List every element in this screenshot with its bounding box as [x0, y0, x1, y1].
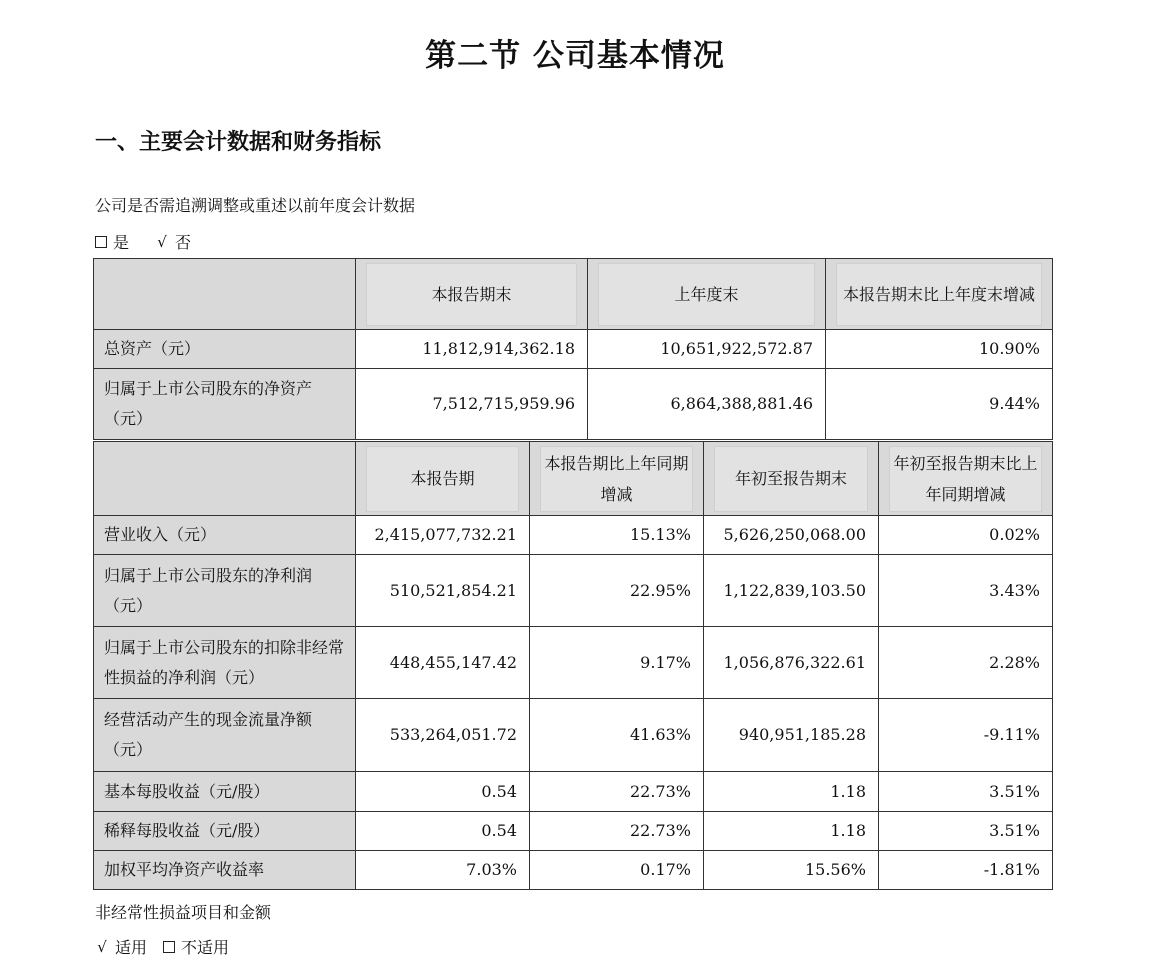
table-row — [94, 812, 1053, 851]
row-label: 总资产（元） — [94, 330, 356, 369]
restatement-question: 公司是否需追溯调整或重述以前年度会计数据 — [95, 196, 416, 215]
row-label: 稀释每股收益（元/股） — [94, 812, 356, 851]
value-cell: 0.54 — [356, 772, 530, 812]
value-cell: 2.28% — [879, 627, 1053, 699]
row-label: 归属于上市公司股东的扣除非经常性损益的净利润（元） — [94, 627, 356, 699]
value-cell: 22.95% — [530, 555, 704, 627]
table-row — [94, 369, 1053, 440]
restatement-options — [95, 230, 191, 253]
performance-table — [93, 441, 1053, 890]
value-cell: 15.56% — [704, 851, 879, 890]
value-cell: 1,122,839,103.50 — [704, 555, 879, 627]
value-cell: 940,951,185.28 — [704, 699, 879, 772]
value-cell: 9.17% — [530, 627, 704, 699]
value-cell: 1.18 — [704, 772, 879, 812]
value-cell: 7.03% — [356, 851, 530, 890]
value-cell: 1.18 — [704, 812, 879, 851]
table-row — [94, 627, 1053, 699]
checkmark-icon: √ — [157, 232, 167, 251]
header-ytd: 年初至报告期末 — [714, 446, 868, 512]
option-no-label: 否 — [175, 233, 192, 252]
value-cell: 22.73% — [530, 812, 704, 851]
value-cell: 1,056,876,322.61 — [704, 627, 879, 699]
checkbox-empty-icon — [95, 236, 107, 248]
table-row — [94, 851, 1053, 890]
page-title: 第二节 公司基本情况 — [425, 38, 725, 74]
row-label: 归属于上市公司股东的净资产（元） — [94, 369, 356, 440]
option-yes-label: 是 — [113, 233, 130, 252]
balance-table — [93, 258, 1053, 440]
value-cell: 3.51% — [879, 812, 1053, 851]
header-change: 本报告期末比上年度末增减 — [836, 263, 1042, 326]
value-cell: 533,264,051.72 — [356, 699, 530, 772]
header-empty-cell — [94, 442, 356, 516]
value-cell: 9.44% — [826, 369, 1053, 440]
checkmark-icon: √ — [97, 937, 107, 956]
value-cell: 5,626,250,068.00 — [704, 516, 879, 555]
option-not-applicable-label: 不适用 — [181, 938, 230, 957]
table-row — [94, 699, 1053, 772]
value-cell: 448,455,147.42 — [356, 627, 530, 699]
value-cell: 3.43% — [879, 555, 1053, 627]
value-cell: 22.73% — [530, 772, 704, 812]
row-label: 归属于上市公司股东的净利润（元） — [94, 555, 356, 627]
row-label: 加权平均净资产收益率 — [94, 851, 356, 890]
header-ytd-yoy: 年初至报告期末比上年同期增减 — [889, 446, 1042, 512]
value-cell: 2,415,077,732.21 — [356, 516, 530, 555]
value-cell: 10.90% — [826, 330, 1053, 369]
non-recurring-heading: 非经常性损益项目和金额 — [95, 903, 272, 922]
value-cell: 41.63% — [530, 699, 704, 772]
table-row — [94, 772, 1053, 812]
value-cell: 510,521,854.21 — [356, 555, 530, 627]
row-label: 经营活动产生的现金流量净额（元） — [94, 699, 356, 772]
value-cell: 3.51% — [879, 772, 1053, 812]
value-cell: -9.11% — [879, 699, 1053, 772]
table-row — [94, 330, 1053, 369]
header-period-end: 本报告期末 — [366, 263, 577, 326]
value-cell: 15.13% — [530, 516, 704, 555]
value-cell: 7,512,715,959.96 — [356, 369, 588, 440]
row-label: 营业收入（元） — [94, 516, 356, 555]
header-empty-cell — [94, 259, 356, 330]
table-row — [94, 555, 1053, 627]
value-cell: 6,864,388,881.46 — [588, 369, 826, 440]
applicability-options — [95, 935, 229, 958]
header-prior-year-end: 上年度末 — [598, 263, 815, 326]
row-label: 基本每股收益（元/股） — [94, 772, 356, 812]
section-heading: 一、主要会计数据和财务指标 — [95, 130, 382, 155]
value-cell: 0.17% — [530, 851, 704, 890]
value-cell: 0.02% — [879, 516, 1053, 555]
option-applicable-label: 适用 — [115, 938, 148, 957]
header-period-yoy: 本报告期比上年同期增减 — [540, 446, 693, 512]
value-cell: 0.54 — [356, 812, 530, 851]
header-period: 本报告期 — [366, 446, 519, 512]
table-row — [94, 516, 1053, 555]
value-cell: 10,651,922,572.87 — [588, 330, 826, 369]
value-cell: 11,812,914,362.18 — [356, 330, 588, 369]
value-cell: -1.81% — [879, 851, 1053, 890]
checkbox-empty-icon — [163, 941, 175, 953]
